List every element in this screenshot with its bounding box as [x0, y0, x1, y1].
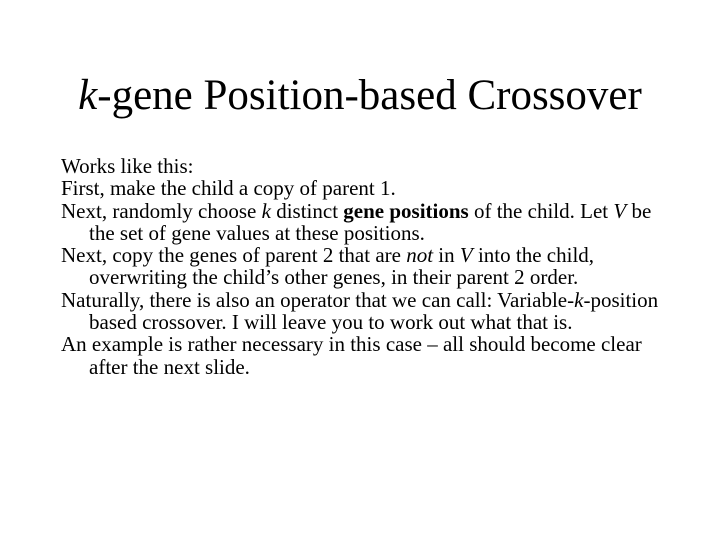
text-segment: First, make the child a copy of parent 1.	[61, 176, 396, 201]
text-segment: into the child, overwriting the child’s other genes, in their parent 2 order.	[89, 243, 595, 290]
body-paragraph-5	[61, 289, 661, 334]
text-segment: Next, randomly choose	[61, 198, 262, 223]
italic-k: k	[574, 287, 584, 312]
text-segment: of the child. Let	[468, 198, 614, 223]
bold-gene-positions: gene positions	[343, 198, 469, 223]
text-segment: Next, copy the genes of parent 2 that are	[61, 243, 407, 268]
text-segment: An example is rather necessary in this case – all should become clear after the next slide.	[61, 332, 642, 379]
text-segment: in	[433, 243, 460, 268]
italic-not: not	[406, 243, 434, 268]
italic-k: k	[261, 198, 271, 223]
text-segment: distinct	[270, 198, 344, 223]
body-paragraph-1	[61, 155, 661, 177]
slide-title	[0, 70, 720, 122]
text-segment: Naturally, there is also an operator that we can call: Variable-	[61, 287, 575, 312]
italic-v: V	[613, 198, 627, 223]
italic-v: V	[459, 243, 473, 268]
slide-body	[61, 155, 661, 378]
body-paragraph-4	[61, 244, 661, 289]
body-paragraph-2	[61, 177, 661, 199]
text-segment: -position based crossover. I will leave you to work out what that is.	[89, 287, 659, 335]
body-paragraph-6	[61, 333, 661, 378]
title-text: -gene Position-based Crossover	[97, 72, 642, 119]
title-italic-k: k	[78, 72, 98, 119]
text-segment: Works like this:	[61, 154, 194, 178]
text-segment: be the set of gene values at these positions.	[89, 198, 652, 245]
body-paragraph-3	[61, 200, 661, 245]
